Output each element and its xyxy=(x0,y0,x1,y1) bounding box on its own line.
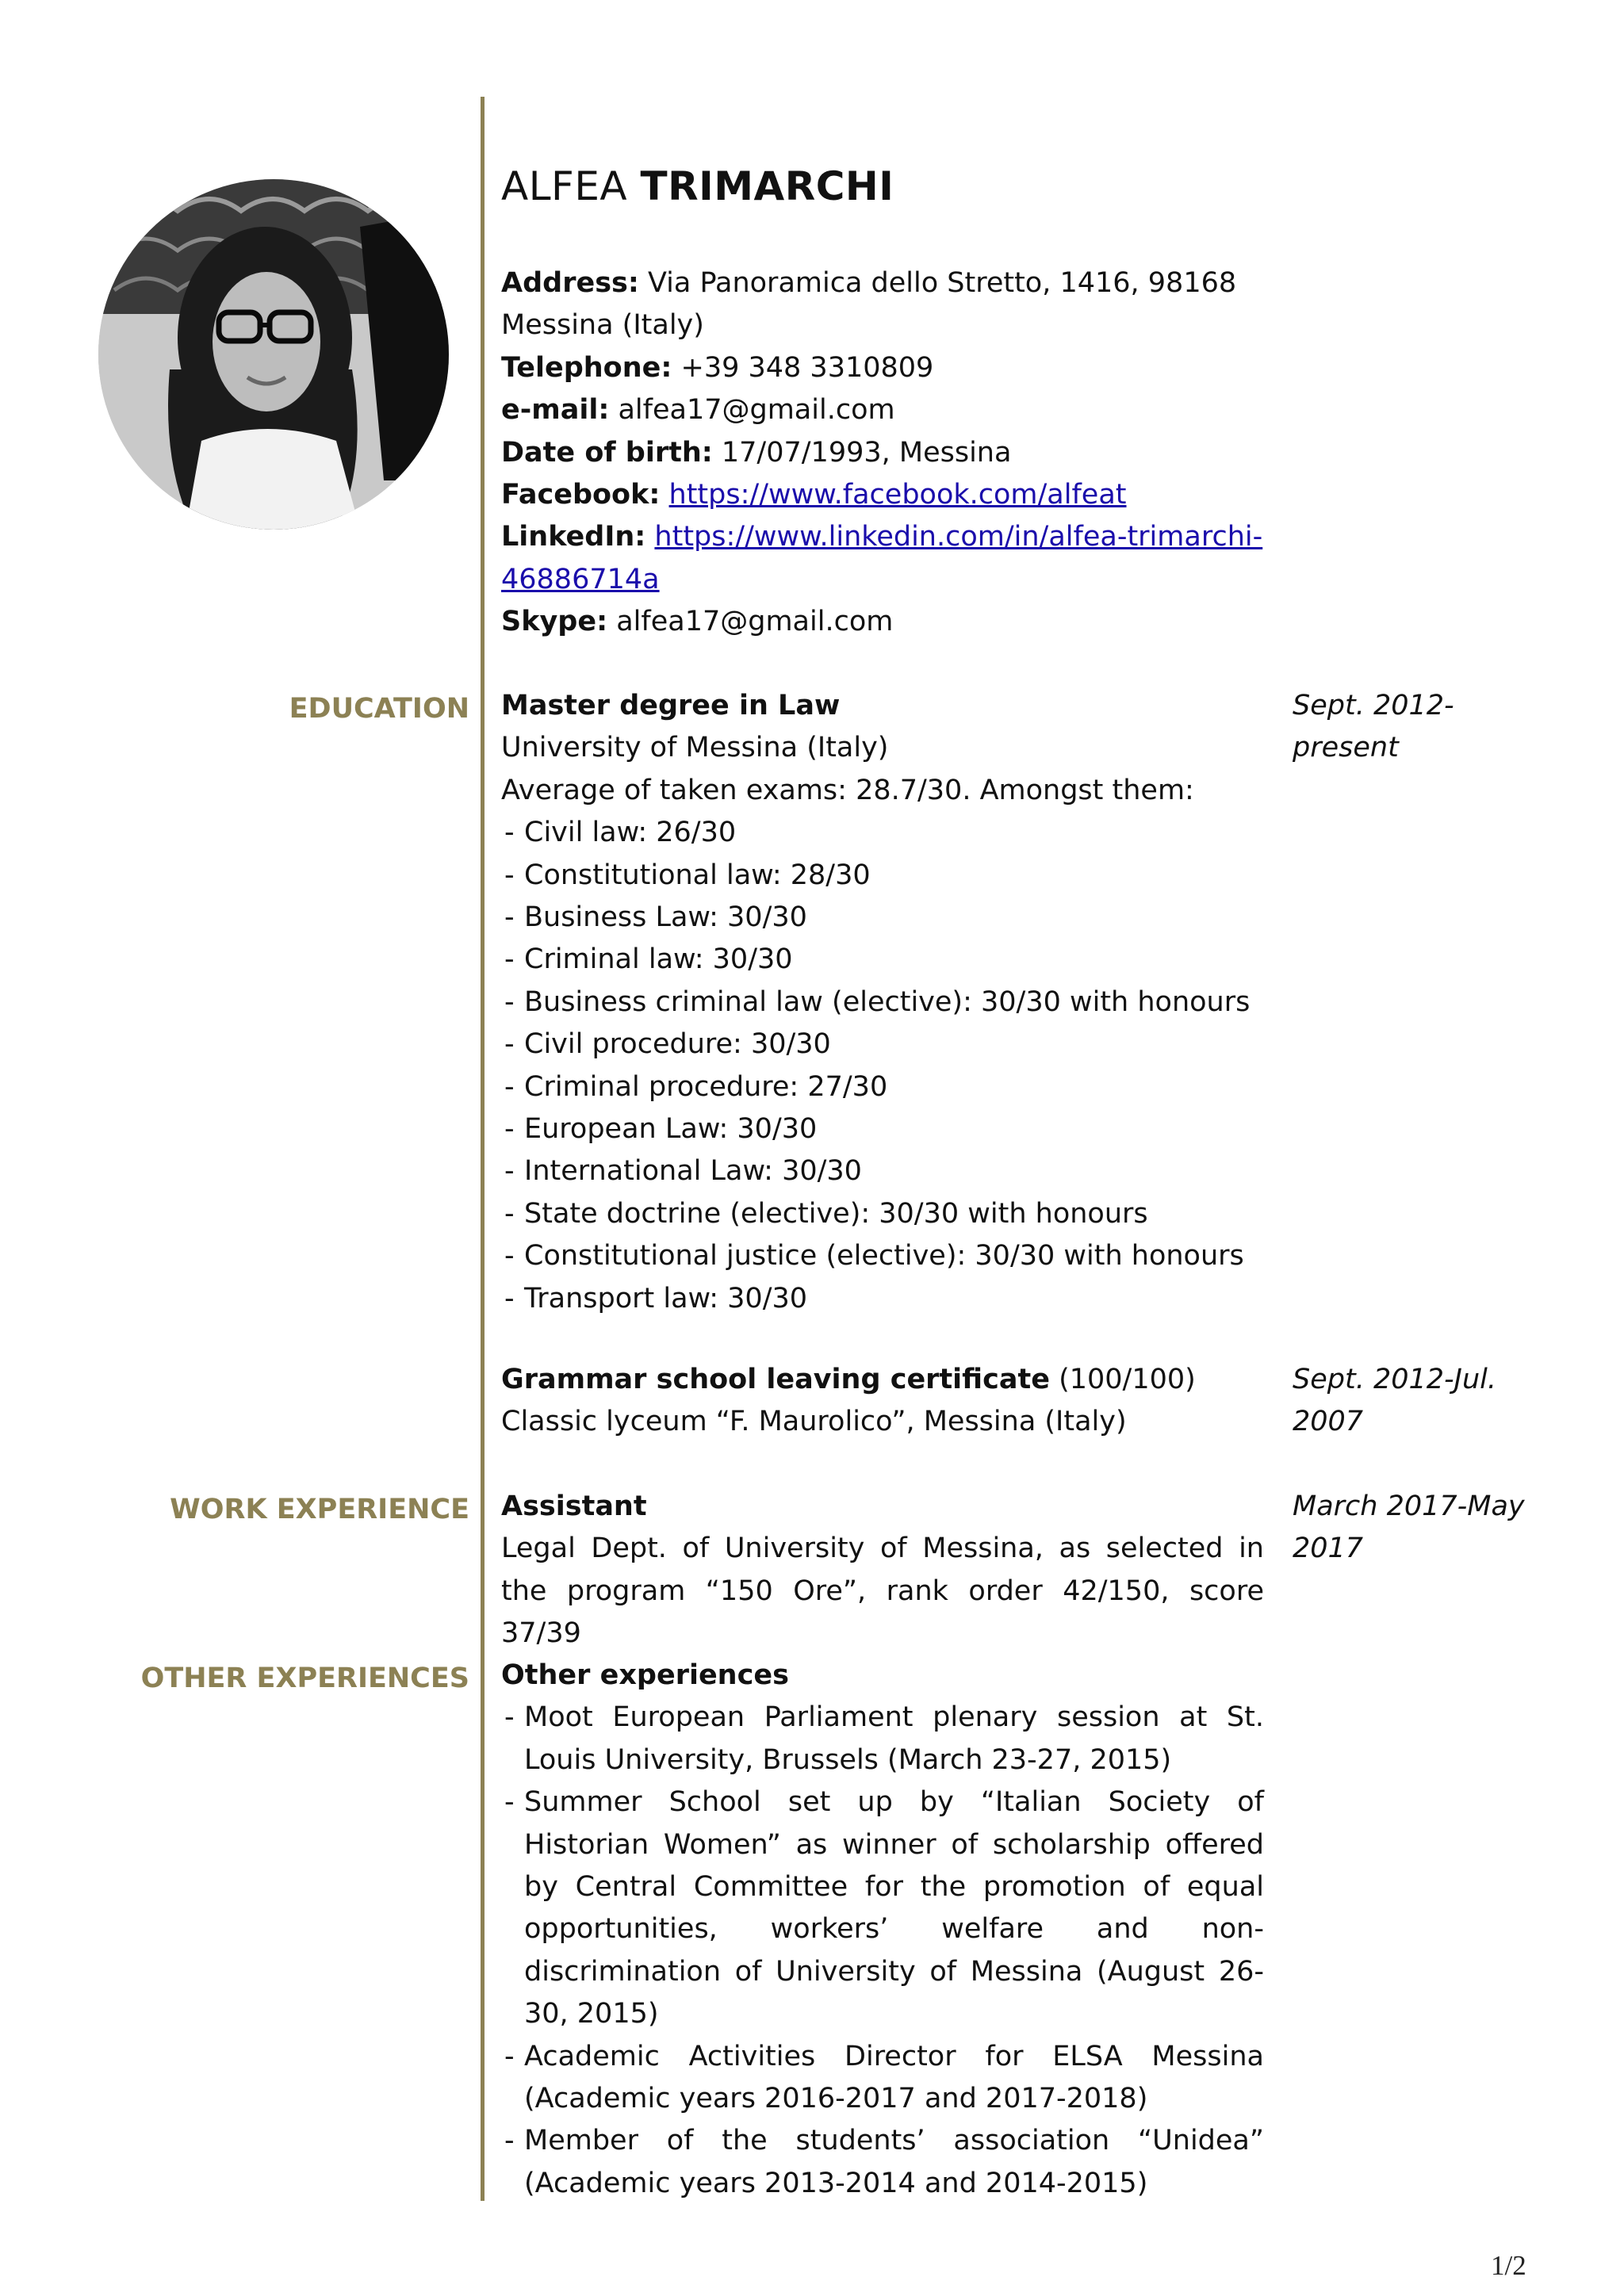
skype-value: alfea17@gmail.com xyxy=(616,606,894,638)
other-section-label: OTHER EXPERIENCES xyxy=(140,1663,469,1694)
work-date xyxy=(1293,1486,1538,1571)
exam-item: - Constitutional justice (elective): 30/30 with honours xyxy=(501,1235,1264,1277)
grammar-school-title: Grammar school leaving certificate xyxy=(501,1364,1050,1395)
other-entry xyxy=(501,1655,1264,2205)
linkedin-link-continued[interactable]: 46886714a xyxy=(501,563,660,595)
exam-item: - European Law: 30/30 xyxy=(501,1108,1264,1150)
linkedin-link[interactable]: https://www.linkedin.com/in/alfea-trimarchi- xyxy=(654,521,1263,553)
exam-item: - Criminal law: 30/30 xyxy=(501,939,1264,981)
master-degree-date: Sept. 2012-present xyxy=(1293,690,1454,764)
exam-item: - Business criminal law (elective): 30/30 with honours xyxy=(501,982,1264,1024)
exam-item: - Transport law: 30/30 xyxy=(501,1278,1264,1320)
exam-item: - Criminal procedure: 27/30 xyxy=(501,1066,1264,1108)
skype-label: Skype: xyxy=(501,606,608,638)
dob-place: , Messina xyxy=(881,436,1012,469)
other-title: Other experiences xyxy=(501,1659,789,1691)
work-description: Legal Dept. of University of Messina, as selected in the program “150 Ore”, rank order 42/150, score 37/39 xyxy=(501,1533,1264,1650)
contact-block xyxy=(501,262,1264,644)
exam-item: - Civil procedure: 30/30 xyxy=(501,1024,1264,1066)
master-degree-entry xyxy=(501,685,1264,1320)
dob-value: 17/07/1993 xyxy=(721,436,882,469)
exam-item: - State doctrine (elective): 30/30 with honours xyxy=(501,1193,1264,1235)
email-label: e-mail: xyxy=(501,394,610,427)
other-experience-list xyxy=(501,1697,1264,2205)
education-section-label: EDUCATION xyxy=(289,693,469,725)
work-section-label: WORK EXPERIENCE xyxy=(170,1494,469,1525)
other-experience-item: - Summer School set up by “Italian Society of Historian Women” as winner of scholarship offered by Central Committee for the promotion of equal opportunities, workers’ welfare and non-discrimination of University of Messina (August 26-30, 2015) xyxy=(501,1781,1264,2035)
exam-item: - Business Law: 30/30 xyxy=(501,897,1264,939)
linkedin-line xyxy=(501,516,1264,558)
exam-item: - Civil law: 26/30 xyxy=(501,812,1264,854)
grammar-school-entry xyxy=(501,1359,1264,1444)
first-name: ALFEA xyxy=(501,163,628,209)
grammar-school-date-line2: 2007 xyxy=(1293,1406,1364,1438)
other-experience-item: - Moot European Parliament plenary session at St. Louis University, Brussels (March 23-27, 2015) xyxy=(501,1697,1264,1781)
grammar-school-institution: Classic lyceum “F. Maurolico”, Messina (Italy) xyxy=(501,1406,1127,1438)
address-line xyxy=(501,262,1264,347)
master-degree-average: Average of taken exams: 28.7/30. Amongst them: xyxy=(501,774,1194,806)
address-value: Via Panoramica dello Stretto, 1416, 98168 Messina (Italy) xyxy=(501,267,1237,342)
exam-item: - International Law: 30/30 xyxy=(501,1150,1264,1192)
linkedin-line-continued xyxy=(501,559,1264,601)
profile-photo xyxy=(98,179,449,530)
master-degree-institution: University of Messina (Italy) xyxy=(501,732,889,764)
facebook-link[interactable]: https://www.facebook.com/alfeat xyxy=(668,479,1127,511)
dob-label: Date of birth: xyxy=(501,436,713,469)
email-value: alfea17@gmail.com xyxy=(618,394,895,427)
work-date-line1: March 2017-May xyxy=(1293,1490,1525,1522)
work-date-line2: 2017 xyxy=(1293,1533,1364,1565)
facebook-label: Facebook: xyxy=(501,479,661,511)
dob-line xyxy=(501,432,1264,474)
exam-item: - Constitutional law: 28/30 xyxy=(501,855,1264,897)
grammar-school-heading xyxy=(501,1359,1264,1401)
candidate-name xyxy=(501,159,894,214)
work-title: Assistant xyxy=(501,1490,647,1522)
address-label: Address: xyxy=(501,267,639,299)
grammar-school-date-line1: Sept. 2012-Jul. xyxy=(1293,1364,1496,1395)
telephone-label: Telephone: xyxy=(501,351,672,384)
last-name: TRIMARCHI xyxy=(640,163,894,209)
grammar-school-date xyxy=(1293,1359,1538,1444)
other-experience-item: - Academic Activities Director for ELSA Messina (Academic years 2016-2017 and 2017-2018) xyxy=(501,2036,1264,2121)
work-entry xyxy=(501,1486,1264,1655)
telephone-value: +39 348 3310809 xyxy=(680,351,934,384)
telephone-line xyxy=(501,347,1264,389)
email-line xyxy=(501,389,1264,431)
skype-line xyxy=(501,601,1264,643)
other-experience-item: - Member of the students’ association “Unidea” (Academic years 2013-2014 and 2014-2015) xyxy=(501,2120,1264,2205)
page-number: 1/2 xyxy=(1491,2250,1526,2281)
vertical-divider xyxy=(481,97,485,2201)
facebook-line xyxy=(501,474,1264,516)
grammar-school-grade: (100/100) xyxy=(1049,1364,1196,1395)
master-degree-title: Master degree in Law xyxy=(501,690,841,721)
exam-list xyxy=(501,812,1264,1320)
linkedin-label: LinkedIn: xyxy=(501,521,646,553)
